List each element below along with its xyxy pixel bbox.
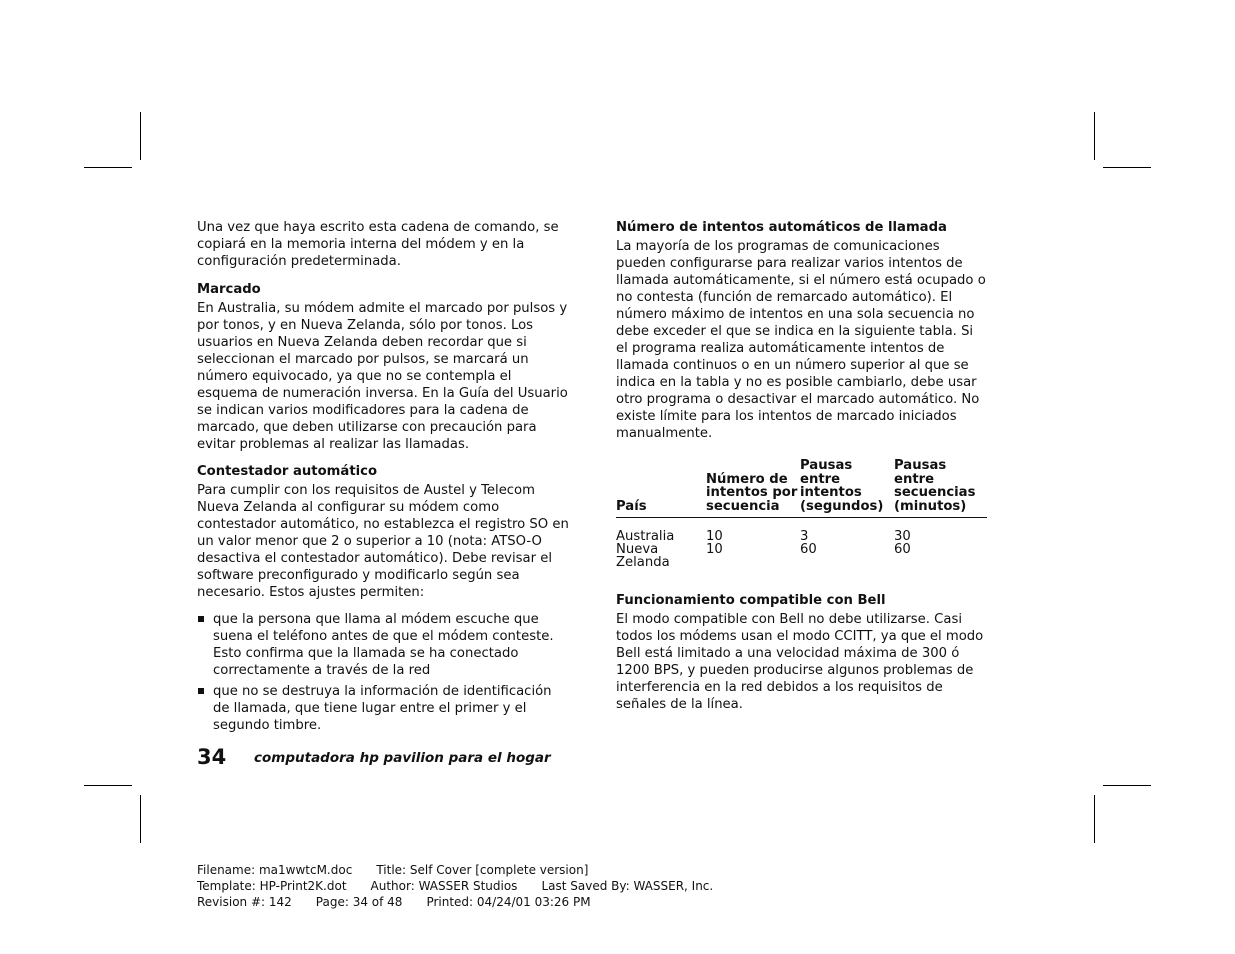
answering-heading: Contestador automático (197, 464, 378, 479)
crop-mark (1103, 167, 1151, 168)
column-header-country: País (616, 459, 706, 518)
file-info-title: Title: Self Cover [complete version] (376, 863, 589, 877)
column-header-attempts: Número de intentos por secuencia (706, 459, 800, 518)
list-item (197, 611, 569, 679)
answering-paragraph: Para cumplir con los requisitos de Austel y Telecom Nueva Zelanda al configurar su módem como contestador automático, no establezca el registro SO en un valor menor que 2 o superior a 10 (nota: ATSO-O desactiva el contestador automático). Debe revisar el software preconfigurado y modificarlo según sea necesario. Estos ajustes permiten: (197, 483, 569, 600)
table-cell: Australia (616, 529, 675, 544)
table-cell: 10 (706, 529, 723, 544)
file-info-line (197, 894, 737, 910)
running-title: computadora hp pavilion para el hogar (254, 750, 551, 766)
retries-heading: Número de intentos automáticos de llamada (616, 220, 947, 235)
file-info-page: Page: 34 of 48 (315, 895, 403, 909)
table-row (616, 543, 987, 569)
table-cell: 60 (894, 542, 911, 557)
file-info-revision: Revision #: 142 (197, 895, 292, 909)
square-bullet-icon (198, 688, 204, 694)
file-info-filename: Filename: ma1wwtcM.doc (197, 863, 353, 877)
retries-table (616, 459, 987, 569)
right-column (616, 219, 988, 713)
table-cell: Nueva Zelanda (616, 542, 670, 570)
table-cell: 60 (800, 542, 817, 557)
table-row (616, 518, 987, 544)
crop-mark (84, 785, 132, 786)
file-info-line (197, 862, 737, 878)
answering-bullet-list (197, 611, 569, 734)
file-info-footer (197, 862, 737, 910)
file-info-last-saved: Last Saved By: WASSER, Inc. (541, 879, 714, 893)
square-bullet-icon (198, 616, 204, 622)
bell-paragraph: El modo compatible con Bell no debe utilizarse. Casi todos los módems usan el modo CCITT, ya que el modo Bell está limitado a una velocidad máxima de 300 ó 1200 BPS, y pueden producirse algunos problemas de interferencia en la red debidos a los requisitos de señales de la línea. (616, 612, 984, 712)
dialing-paragraph: En Australia, su módem admite el marcado por pulsos y por tonos, y en Nueva Zelanda, sólo por tonos. Los usuarios en Nueva Zelanda deben recordar que si seleccionan el marcado por pulsos, se marcará un número equivocado, ya que no se contempla el esquema de numeración inversa. En la Guía del Usuario se indican varios modificadores para la cadena de marcado, que deben utilizarse con precaución para evitar problemas al realizar las llamadas. (197, 301, 568, 452)
page-number: 34 (197, 745, 227, 769)
crop-mark (84, 167, 132, 168)
bullet-text: que la persona que llama al módem escuche que suena el teléfono antes de que el módem conteste. Esto confirma que la llamada se ha conectado correctamente a través de la red (213, 612, 554, 678)
file-info-line (197, 878, 737, 894)
dialing-heading: Marcado (197, 282, 261, 297)
table-cell: 10 (706, 542, 723, 557)
table-cell: 30 (894, 529, 911, 544)
bullet-text: que no se destruya la información de identificación de llamada, que tiene lugar entre el primer y el segundo timbre. (213, 684, 552, 733)
crop-mark (1094, 112, 1095, 160)
file-info-template: Template: HP-Print2K.dot (197, 879, 347, 893)
bell-heading: Funcionamiento compatible con Bell (616, 593, 886, 608)
list-item (197, 683, 569, 734)
table-cell: 3 (800, 529, 809, 544)
crop-mark (1094, 795, 1095, 843)
file-info-printed: Printed: 04/24/01 03:26 PM (426, 895, 591, 909)
left-column (197, 219, 569, 738)
column-header-sequence-pauses: Pausas entre secuencias (minutos) (894, 459, 987, 518)
intro-paragraph: Una vez que haya escrito esta cadena de comando, se copiará en la memoria interna del módem y en la configuración predeterminada. (197, 220, 559, 269)
table-header-row (616, 459, 987, 518)
retries-paragraph: La mayoría de los programas de comunicaciones pueden configurarse para realizar varios intentos de llamada automáticamente, si el número está ocupado o no contesta (función de remarcado automático). El número máximo de intentos en una sola secuencia no debe exceder el que se indica en la siguiente tabla. Si el programa realiza automáticamente intentos de llamada continuos o en un número superior al que se indica en la tabla y no es posible cambiarlo, debe usar otro programa o desactivar el marcado automático. No existe límite para los intentos de marcado iniciados manualmente. (616, 239, 986, 441)
crop-mark (1103, 785, 1151, 786)
file-info-author: Author: WASSER Studios (370, 879, 518, 893)
crop-mark (140, 112, 141, 160)
crop-mark (140, 795, 141, 843)
column-header-attempt-pauses: Pausas entre intentos (segundos) (800, 459, 894, 518)
